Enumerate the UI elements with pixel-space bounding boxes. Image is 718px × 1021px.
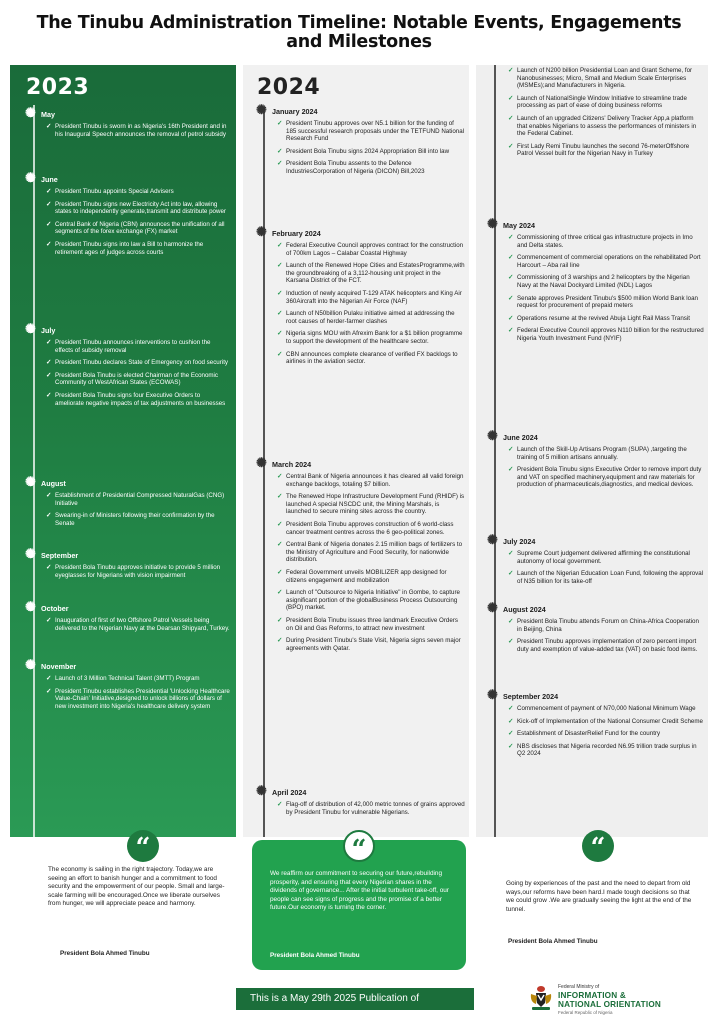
timeline-entry <box>486 295 704 310</box>
entry-text: Establishment of DisasterRelief Fund for the country <box>517 730 661 738</box>
check-icon: ✓ <box>508 142 514 150</box>
check-icon: ✓ <box>46 188 52 195</box>
month-label: October <box>41 603 69 613</box>
timeline-entry <box>255 330 465 345</box>
timeline-entry <box>486 115 704 138</box>
entry-text: President Tinubu announces interventions to cushion the effects of subsidy removal <box>55 339 211 354</box>
timeline-entry <box>24 617 230 632</box>
check-icon: ✓ <box>46 240 52 248</box>
timeline-entry <box>24 359 230 367</box>
month-section <box>486 690 704 763</box>
month-label: September <box>41 550 79 560</box>
check-icon: ✓ <box>508 705 514 712</box>
ministry-name-line-2: NATIONAL ORIENTATION <box>558 1000 661 1009</box>
entry-text: President Tinubu establishes Presidential 'Unlocking Healthcare Value-Chain' Initiative,designed to unlock billions of dollars of new investment into Nigeria's healthcare delivery system <box>55 687 230 710</box>
sun-marker-icon <box>24 476 38 490</box>
entry-text: President Tinubu approves implementation of zero percent import duty and exemption of value-added tax (VAT) on basic food items. <box>517 638 698 653</box>
month-section <box>486 431 704 494</box>
entry-text: President Bola Tinubu assents to the Defence IndustriesCorporation of Nigeria (DICON) Bill,2023 <box>286 160 425 175</box>
timeline-entry <box>255 120 465 143</box>
month-heading <box>486 603 704 615</box>
check-icon: ✓ <box>277 310 283 318</box>
entry-text: Launch of an upgraded Citizens' Delivery Tracker App,a platform that enables Nigerians to assess the performances of ministers in the Federal Cabinet. <box>517 114 697 138</box>
timeline-entry <box>24 372 230 387</box>
entry-text: Launch of N200 billion Presidential Loan and Grant Scheme, for Nanobusinesses; Micro, Small and Medium Scale Enterprises (MSMEs);and Manufacturers in Nigeria. <box>517 67 693 90</box>
entry-text: President Bola Tinubu signs four Executive Orders to ameliorate negative impacts of tax adjustments on businesses <box>55 391 226 407</box>
entry-text: Launch of the Nigerian Education Loan Fund, following the approval of N35 billion for its take-off <box>517 570 704 585</box>
month-label: March 2024 <box>272 459 312 469</box>
sun-marker-icon <box>24 107 38 121</box>
month-section <box>255 458 465 657</box>
sun-marker-icon <box>24 323 38 337</box>
entry-text: Launch of 3 Million Technical Talent (3MTT) Program <box>55 675 200 682</box>
entry-text: Commencement of commercial operations on the rehabilitated Port Harcourt – Aba rail line <box>517 254 701 269</box>
quote-card <box>10 833 236 976</box>
timeline-entry <box>255 262 465 285</box>
publication-banner: This is a May 29th 2025 Publication of <box>236 988 474 1010</box>
quote-author: President Bola Ahmed Tinubu <box>60 950 150 957</box>
timeline-entry <box>255 521 465 536</box>
timeline-entry <box>255 148 465 156</box>
year-heading: 2023 <box>26 75 90 100</box>
month-section <box>24 173 230 261</box>
month-section <box>24 660 230 715</box>
entry-text: President Tinubu signs new Electricity Act into law, allowing states to independently generate,transmit and distribute power <box>55 200 226 216</box>
timeline-entry <box>486 705 704 713</box>
check-icon: ✓ <box>508 638 514 646</box>
month-section <box>24 108 230 143</box>
month-section <box>255 227 465 371</box>
month-label: July <box>41 325 56 335</box>
sun-marker-icon <box>255 104 269 118</box>
timeline-entry <box>255 473 465 488</box>
quote-author: President Bola Ahmed Tinubu <box>270 952 360 959</box>
sun-marker-icon <box>486 430 500 444</box>
month-section <box>486 67 704 163</box>
check-icon: ✓ <box>277 493 283 501</box>
timeline-entry <box>486 234 704 249</box>
quote-icon: “ <box>127 830 159 862</box>
entry-text: During President Tinubu's State Visit, Nigeria signs seven major agreements with Qatar. <box>286 637 461 652</box>
timeline-entry <box>255 637 465 652</box>
entry-text: Federal Executive Council approves N110 billion for the restructured Nigeria Youth Investment Fund (NYIF) <box>517 327 704 342</box>
entry-text: CBN announces complete clearance of verified FX backlogs to airlines in the aviation sector. <box>286 350 458 366</box>
timeline-entry <box>24 201 230 216</box>
month-section <box>486 535 704 590</box>
entry-text: Swearing-in of Ministers following their confirmation by the Senate <box>55 512 215 527</box>
ministry-prefix: Federal Ministry of <box>558 984 600 990</box>
month-section <box>255 786 465 821</box>
quote-text: We reaffirm our commitment to securing our future,rebuilding prosperity, and ensuring that every Nigerian shares in the dividends of governance... After the initial turbulent take-off, our people can see signs of progress and the promise of a better future.Our economy is turning the corner. <box>270 870 449 912</box>
timeline-entry <box>486 254 704 269</box>
check-icon: ✓ <box>277 801 283 808</box>
timeline-entry <box>486 466 704 489</box>
timeline-entry <box>486 274 704 289</box>
check-icon: ✓ <box>46 512 52 520</box>
entry-text: Kick-off of Implementation of the National Consumer Credit Scheme <box>517 717 703 725</box>
entry-text: Nigeria signs MOU with Afrexim Bank for a $1 billion programme to support the development of the healthcare sector. <box>286 330 463 345</box>
timeline-entry <box>486 315 704 323</box>
ministry-tagline: Federal Republic of Nigeria <box>558 1010 613 1015</box>
entry-text: Senate approves President Tinubu's $500 million World Bank loan request for procurement of prepaid meters <box>517 294 698 310</box>
entry-text: Commissioning of three critical gas infrastructure projects in Imo and Delta states. <box>517 234 693 249</box>
timeline-entry <box>24 241 230 256</box>
sun-marker-icon <box>24 601 38 615</box>
month-heading <box>24 173 230 185</box>
timeline-entry <box>24 492 230 507</box>
timeline-entry <box>255 493 465 516</box>
timeline-entry <box>486 446 704 461</box>
entry-text: Flag-off of distribution of 42,000 metric tonnes of grains approved by President Tinubu for vulnerable Nigerians. <box>286 801 465 816</box>
quote-icon: “ <box>343 830 375 862</box>
month-label: June 2024 <box>503 432 538 442</box>
month-heading <box>486 690 704 702</box>
check-icon: ✓ <box>277 520 283 528</box>
entry-text: President Tinubu approves over N5.1 billion for the funding of 185 successful research proposals under the TETFUND National Research Fund <box>286 120 465 143</box>
entry-text: NBS discloses that Nigeria recorded N6.95 trillion trade surplus in Q2 2024 <box>517 742 697 758</box>
entry-text: President Bola Tinubu approves initiative to provide 5 million eyeglasses for Nigerians with vision impairment <box>55 564 221 579</box>
check-icon: ✓ <box>46 617 52 624</box>
entry-text: Launch of the Renewed Hope Cities and EstatesProgramme,with the groundbreaking of a 3,112-housing unit project in the Karsana District of the FCT. <box>286 262 465 285</box>
check-icon: ✓ <box>46 564 52 571</box>
timeline-entry <box>486 570 704 585</box>
sun-marker-icon <box>24 659 38 673</box>
sun-marker-icon <box>255 457 269 471</box>
check-icon: ✓ <box>508 327 514 335</box>
check-icon: ✓ <box>508 742 514 750</box>
month-label: September 2024 <box>503 691 559 701</box>
check-icon: ✓ <box>277 289 283 297</box>
check-icon: ✓ <box>508 466 514 474</box>
entry-text: Federal Government unveils MOBILIZER app designed for citizens engagement and mobilization <box>286 568 447 584</box>
check-icon: ✓ <box>277 160 283 168</box>
sun-marker-icon <box>486 218 500 232</box>
month-heading <box>486 535 704 547</box>
month-heading <box>24 549 230 561</box>
timeline-entry <box>255 242 465 257</box>
month-heading <box>24 324 230 336</box>
timeline-entry <box>486 95 704 110</box>
timeline-entry <box>255 617 465 632</box>
month-heading <box>24 477 230 489</box>
month-label: August <box>41 478 66 488</box>
check-icon: ✓ <box>277 589 283 597</box>
check-icon: ✓ <box>277 637 283 645</box>
entry-text: Federal Executive Council approves contract for the construction of 700km Lagos – Calabar Coastal Highway <box>286 242 464 257</box>
month-label: July 2024 <box>503 536 536 546</box>
check-icon: ✓ <box>508 254 514 262</box>
check-icon: ✓ <box>46 687 52 695</box>
entry-text: President Bola Tinubu signs 2024 Appropriation Bill into law <box>286 147 450 155</box>
timeline-entry <box>486 550 704 565</box>
timeline-entry <box>486 143 704 158</box>
month-heading <box>486 431 704 443</box>
timeline-entry <box>486 327 704 342</box>
check-icon: ✓ <box>277 541 283 549</box>
check-icon: ✓ <box>277 568 283 576</box>
title-line-1: The Tinubu Administration Timeline: Notable Events, Engagements <box>36 13 682 33</box>
timeline-entry <box>486 618 704 633</box>
check-icon: ✓ <box>508 294 514 302</box>
entry-text: Operations resume at the revived Abuja Light Rail Mass Transit <box>517 314 690 322</box>
timeline-entry <box>24 675 230 683</box>
timeline-2023 <box>10 65 236 837</box>
check-icon: ✓ <box>508 314 514 322</box>
month-label: June <box>41 174 58 184</box>
month-label: May <box>41 109 55 119</box>
check-icon: ✓ <box>508 717 514 725</box>
timeline-entry <box>255 589 465 612</box>
timeline-entry <box>24 512 230 527</box>
year-heading: 2024 <box>257 75 321 100</box>
timeline-entry <box>255 160 465 175</box>
timeline-entry <box>24 688 230 711</box>
entry-text: The Renewed Hope Infrastructure Development Fund (RHIDF) is launched A special NSCDC unit, the Mining Marshals, is launched to secure mining sites across the country. <box>286 493 465 516</box>
sun-marker-icon <box>24 172 38 186</box>
entry-text: Induction of newly acquired T-129 ATAK helicopters and King Air 360Aircraft into the Nigerian Air Force (NAF) <box>286 289 462 305</box>
month-section <box>486 219 704 348</box>
month-heading <box>255 105 465 117</box>
month-heading <box>255 786 465 798</box>
ministry-name-line-1: INFORMATION & <box>558 991 626 1000</box>
check-icon: ✓ <box>508 67 514 74</box>
ministry-logo <box>528 981 713 1017</box>
month-heading <box>24 660 230 672</box>
check-icon: ✓ <box>277 242 283 249</box>
check-icon: ✓ <box>46 391 52 399</box>
entry-text: President Tinubu is sworn in as Nigeria's 16th President and in his Inaugural Speech announces the removal of petrol subsidy <box>55 123 227 138</box>
entry-text: First Lady Remi Tinubu launches the second 76-meterOffshore Patrol Vessel built for the Nigerian Navy in Turkey <box>517 142 690 158</box>
month-label: January 2024 <box>272 106 318 116</box>
timeline-entry <box>24 123 230 138</box>
entry-text: President Tinubu signs into law a Bill to harmonize the retirement ages of judges across courts <box>55 240 204 256</box>
timeline-2024-part2 <box>476 65 708 837</box>
check-icon: ✓ <box>277 147 283 155</box>
timeline-entry <box>255 290 465 305</box>
sun-marker-icon <box>255 785 269 799</box>
month-heading <box>24 602 230 614</box>
check-icon: ✓ <box>508 446 514 453</box>
timeline-entry <box>486 743 704 758</box>
timeline-entry <box>24 339 230 354</box>
month-section <box>486 603 704 658</box>
entry-text: President Bola Tinubu issues three landmark Executive Orders on Oil and Gas Reforms, to attract new investment <box>286 616 458 632</box>
timeline-entry <box>486 718 704 726</box>
check-icon: ✓ <box>508 114 514 122</box>
entry-text: President Bola Tinubu approves construction of 6 world-class cancer treatment centres across the 6 geo-political zones. <box>286 520 454 536</box>
entry-text: President Bola Tinubu signs Executive Order to remove import duty and VAT on specified machinery,equipment and raw materials for production of pharmaceuticals,diagnostics, and medical devices. <box>517 466 702 489</box>
sun-marker-icon <box>486 602 500 616</box>
check-icon: ✓ <box>46 675 52 682</box>
timeline-entry <box>255 541 465 564</box>
sun-marker-icon <box>486 534 500 548</box>
entry-text: Launch of "Outsource to Nigeria Initiative" in Gombe, to capture asignificant portion of the globalBusiness Process Outsourcing (BPO) market. <box>286 589 460 612</box>
check-icon: ✓ <box>508 94 514 102</box>
month-label: August 2024 <box>503 604 546 614</box>
month-label: May 2024 <box>503 220 535 230</box>
coat-of-arms-icon <box>528 984 554 1012</box>
check-icon: ✓ <box>277 262 283 270</box>
entry-text: Central Bank of Nigeria donates 2.15 million bags of fertilizers to the Ministry of Agriculture and Food Security, for nationwide distribution. <box>286 541 463 564</box>
month-heading <box>486 219 704 231</box>
month-section <box>24 477 230 532</box>
entry-text: Commissioning of 3 warships and 2 helicopters by the Nigerian Navy at the Naval Dockyard Limited (NDL) Lagos <box>517 274 690 289</box>
timeline-entry <box>486 67 704 90</box>
entry-text: Launch of the Skill-Up Artisans Program (SUPA) ,targeting the training of 5 million artisans annually. <box>517 446 687 461</box>
check-icon: ✓ <box>46 359 52 367</box>
quote-card <box>476 833 708 976</box>
month-label: April 2024 <box>272 787 307 797</box>
check-icon: ✓ <box>277 120 283 127</box>
timeline-entry <box>255 351 465 366</box>
entry-text: President Tinubu declares State of Emergency on food security <box>55 359 229 367</box>
entry-text: Commencement of payment of N70,000 National Minimum Wage <box>517 705 696 712</box>
timeline-entry <box>24 188 230 196</box>
timeline-entry <box>486 638 704 653</box>
entry-text: President Tinubu appoints Special Advisers <box>55 188 174 195</box>
entry-text: Establishment of Presidential Compressed NaturalGas (CNG) Initiative <box>55 492 225 507</box>
check-icon: ✓ <box>508 618 514 625</box>
entry-text: President Bola Tinubu is elected Chairman of the Economic Community of WestAfrican States (ECOWAS) <box>55 371 219 387</box>
month-section <box>24 324 230 412</box>
quote-text: Going by experiences of the past and the need to depart from old ways,our reforms have been hard.I made tough decisions so that we could grow .We are gradually seeing the light at the end of the tunnel. <box>506 880 692 913</box>
timeline-entry <box>255 310 465 325</box>
entry-text: Inauguration of first of two Offshore Patrol Vessels being delivered to the Nigerian Navy at the Dearsan Shipyard, Turkey. <box>55 617 230 632</box>
check-icon: ✓ <box>277 616 283 624</box>
timeline-entry <box>24 392 230 407</box>
quote-author: President Bola Ahmed Tinubu <box>508 938 598 945</box>
timeline-entry <box>24 221 230 236</box>
entry-text: Central Bank of Nigeria announces it has cleared all valid foreign exchange backlogs, totaling $7 billion. <box>286 473 464 488</box>
check-icon: ✓ <box>46 492 52 499</box>
sun-marker-icon <box>486 689 500 703</box>
check-icon: ✓ <box>46 123 52 130</box>
entry-text: President Bola Tinubu attends Forum on China-Africa Cooperation in Beijing, China <box>517 618 699 633</box>
check-icon: ✓ <box>46 339 52 346</box>
sun-marker-icon <box>24 548 38 562</box>
timeline-entry <box>486 730 704 738</box>
entry-text: Launch of NationalSingle Window Initiative to streamline trade processing as part of ease of doing business reforms <box>517 94 687 110</box>
month-label: February 2024 <box>272 228 321 238</box>
month-section <box>24 549 230 584</box>
entry-text: Launch of N50billion Pulaku initiative aimed at addressing the root causes of herder-farmer clashes <box>286 310 455 325</box>
check-icon: ✓ <box>508 550 514 557</box>
page-title <box>0 14 718 52</box>
check-icon: ✓ <box>46 371 52 379</box>
month-section <box>255 105 465 181</box>
month-heading <box>255 458 465 470</box>
timeline-entry <box>255 801 465 816</box>
check-icon: ✓ <box>508 730 514 738</box>
month-label: November <box>41 661 77 671</box>
check-icon: ✓ <box>277 330 283 338</box>
quote-card-highlight <box>252 835 466 970</box>
title-line-2: and Milestones <box>286 32 432 52</box>
month-section <box>24 602 230 637</box>
month-heading <box>24 108 230 120</box>
entry-text: Supreme Court judgement delivered affirming the constitutional autonomy of local government. <box>517 550 690 565</box>
sun-marker-icon <box>255 226 269 240</box>
check-icon: ✓ <box>277 350 283 358</box>
check-icon: ✓ <box>508 234 514 241</box>
check-icon: ✓ <box>508 274 514 282</box>
timeline-entry <box>255 569 465 584</box>
timeline-2024-part1 <box>243 65 469 837</box>
month-heading <box>255 227 465 239</box>
timeline-entry <box>24 564 230 579</box>
check-icon: ✓ <box>277 473 283 480</box>
check-icon: ✓ <box>46 220 52 228</box>
entry-text: Central Bank of Nigeria (CBN) announces the unification of all segments of the forex exchange (FX) market <box>55 220 225 236</box>
check-icon: ✓ <box>508 570 514 578</box>
quote-text: The economy is sailing in the right trajectory. Today,we are seeing an effort to banish hunger and a commitment to food security and the empowerment of our people. Small and large-scale farming will be encouraged.Once we liberate ourselves from hunger, we will appreciate peace and harmony. <box>48 866 225 908</box>
quote-icon: “ <box>582 830 614 862</box>
check-icon: ✓ <box>46 200 52 208</box>
